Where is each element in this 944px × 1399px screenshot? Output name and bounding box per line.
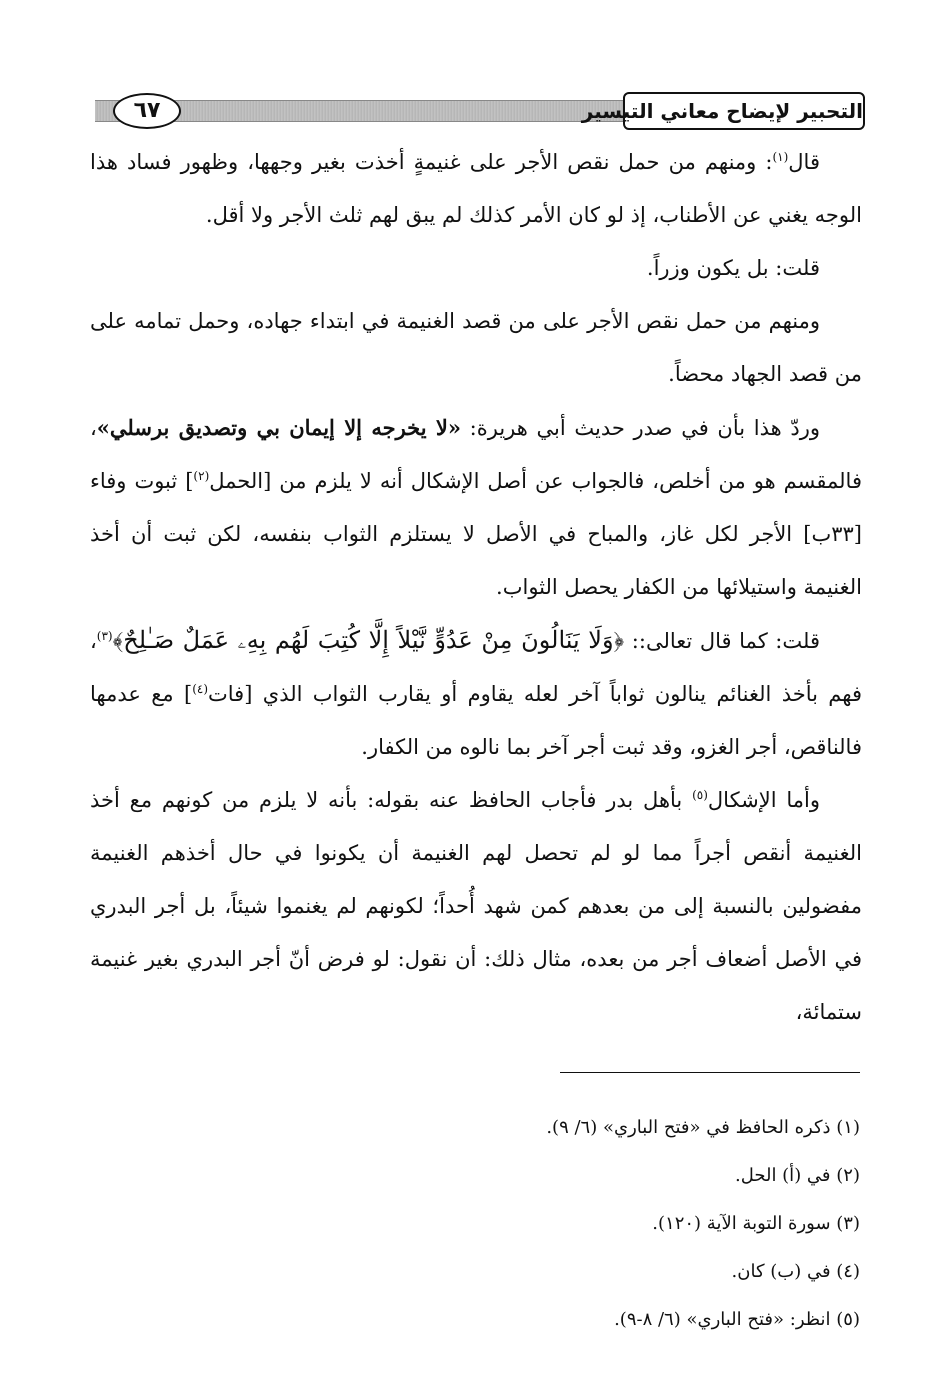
footnote-1: (١) ذكره الحافظ في «فتح الباري» (٦/ ٩).	[546, 1117, 860, 1138]
paragraph-4: وردّ هذا بأن في صدر حديث أبي هريرة: «لا يخرجه إلا إيمان بي وتصديق برسلي»، فالمقسم هو من أخلص، فالجواب عن أصل الإشكال أنه لا يلزم من [الحمل$^{(٢)}$] ثبوت وفاء [٣٣ب] الأجر لكل غاز، والمباح في الأصل لا يستلزم الثواب بنفسه، لكن ثبت أن أخذ الغنيمة واستيلائها من الكفار يحصل الثواب.	[90, 415, 862, 599]
footnote-ref-1: (١)	[772, 150, 789, 164]
footnotes	[400, 1104, 860, 1344]
paragraph-1: قال$^{(١)}$: ومنهم من حمل نقص الأجر على غنيمةٍ أخذت بغير وجهها، وظهور فساد هذا الوجه يغني عن الأطناب، إذ لو كان الأمر كذلك لم يبق لهم ثلث الأجر ولا أقل.	[90, 150, 862, 227]
footnote-5: (٥) انظر: «فتح الباري» (٦/ ٨-٩).	[614, 1309, 860, 1330]
quran-verse: ﴿وَلَا يَنَالُونَ مِنْ عَدُوٍّ نَّيْلاً إِلَّا كُتِبَ لَهُم بِهِۦ عَمَلٌ صَـٰلِحٌ﴾	[112, 626, 625, 654]
page-header	[95, 92, 865, 132]
paragraph-6: وأما الإشكال$^{(٥)}$ بأهل بدر فأجاب الحافظ عنه بقوله: بأنه لا يلزم من كونهم مع أخذ الغنيمة أنقص أجراً مما لو لم تحصل لهم الغنيمة أن يكونوا في حال أخذهم الغنيمة مفضولين بالنسبة إلى من بعدهم كمن شهد أُحداً؛ لكونهم لم يغنموا شيئاً، بل أجر البدري في الأصل أضعاف أجر من بعده، مثال ذلك: أن نقول: لو فرض أنّ أجر البدري بغير غنيمة ستمائة،	[90, 788, 862, 1024]
hadith-quote: «لا يخرجه إلا إيمان بي وتصديق برسلي»	[96, 415, 461, 440]
paragraph-2: قلت: بل يكون وزراً.	[646, 256, 820, 280]
footnote-ref-4: (٤)	[192, 682, 209, 696]
footnote-3: (٣) سورة التوبة الآية (١٢٠).	[652, 1213, 860, 1234]
main-text	[90, 136, 862, 1039]
page-number: ٦٧	[113, 93, 181, 129]
footnote-ref-3: (٣)	[96, 629, 113, 643]
footnote-ref-2: (٢)	[193, 469, 210, 483]
paragraph-5: قلت: كما قال تعالى:: ﴿وَلَا يَنَالُونَ مِنْ عَدُوٍّ نَّيْلاً إِلَّا كُتِبَ لَهُم بِهِۦ عَمَلٌ صَـٰلِحٌ﴾$^{(٣)}$، فهم بأخذ الغنائم ينالون ثواباً آخر لعله يقاوم أو يقارب الثواب الذي [فات$^{(٤)}$] مع عدمها فالناقص، أجر الغزو، وقد ثبت أجر آخر بما نالوه من الكفار.	[90, 626, 862, 759]
paragraph-3: ومنهم من حمل نقص الأجر على من قصد الغنيمة في ابتداء جهاده، وحمل تمامه على من قصد الجهاد محضاً.	[90, 309, 862, 386]
footnote-2: (٢) في (أ) الحل.	[734, 1165, 860, 1186]
footnote-divider	[560, 1072, 860, 1073]
book-title: التحبير لإيضاح معاني التيسير	[623, 92, 865, 130]
footnote-ref-5: (٥)	[692, 788, 708, 802]
footnote-4: (٤) في (ب) كان.	[731, 1261, 860, 1282]
